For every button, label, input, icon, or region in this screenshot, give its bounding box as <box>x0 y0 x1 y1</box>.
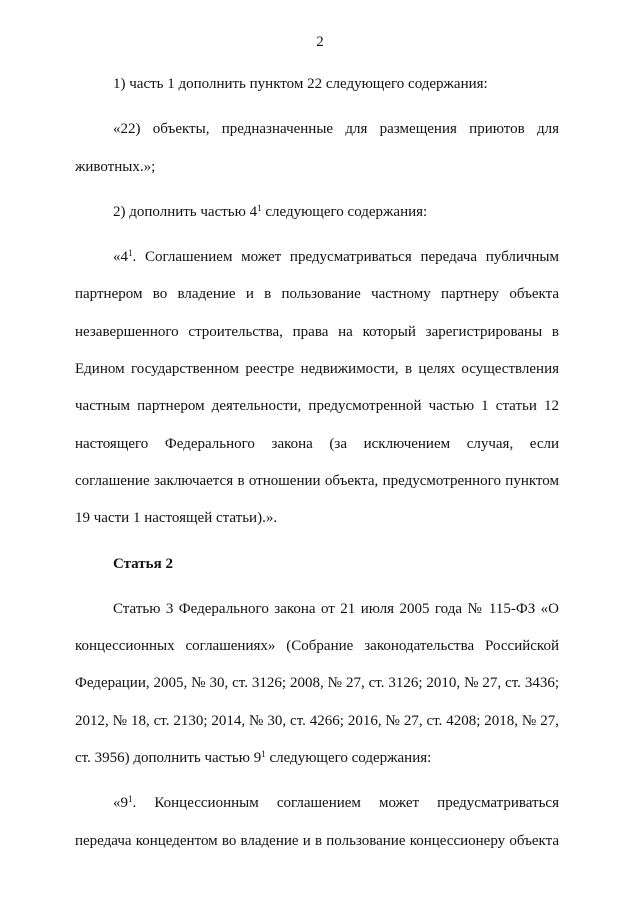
article2-body <box>75 591 559 777</box>
page-number: 2 <box>316 34 324 50</box>
article1-quote22: «22) объекты, предназначенные для размещения приютов для животных.»; <box>75 121 559 175</box>
article1-quote4-text: . Соглашением может предусматриваться передача публичным партнером во владение и в пользование частному партнеру объекта незавершенного строительства, права на который зарегистрированы в Едином государственном реестре недвижимости, в целях осуществления частным партнером деятельности, предусмотренной частью 1 статьи 12 настоящего Федерального закона (за исключением случая, если соглашение заключается в отношении объекта, предусмотренного пунктом 19 части 1 настоящей статьи).». <box>75 249 559 527</box>
article1-item2 <box>75 194 559 231</box>
article1-item1: 1) часть 1 дополнить пунктом 22 следующего содержания: <box>113 76 488 92</box>
article2-body-suffix: следующего содержания: <box>265 750 432 767</box>
document-body <box>75 66 559 860</box>
article1-quote4-open: «4 <box>113 249 128 266</box>
article2-heading: Статья 2 <box>113 555 173 572</box>
article2-quote9-text: . Концессионным соглашением может предусматриваться передача концедентом во владение и в пользование концессионеру объекта <box>75 795 559 849</box>
article2-body-text: Статью 3 Федерального закона от 21 июля 2005 года № 115-ФЗ «О концессионных соглашениях» (Собрание законодательства Российской Федерации, 2005, № 30, ст. 3126; 2008, № 27, ст. 3126; 2010, № 27, ст. 3436; 2012, № 18, ст. 2130; 2014, № 30, ст. 4266; 2016, № 27, ст. 4208; 2018, № 27, ст. 3956) дополнить частью 9 <box>75 600 559 767</box>
article1-quote4 <box>75 239 559 537</box>
article2-quote9-open: «9 <box>113 795 128 812</box>
article1-quote4-superscript: 1 <box>128 248 133 259</box>
article2-quote9-superscript: 1 <box>128 794 133 805</box>
article2-quote9 <box>75 785 559 860</box>
article1-item2-superscript: 1 <box>257 202 262 213</box>
article2-body-superscript: 1 <box>261 749 266 760</box>
article1-item2-text: 2) дополнить частью 4 <box>113 203 258 220</box>
article1-item2-suffix: следующего содержания: <box>261 203 428 220</box>
